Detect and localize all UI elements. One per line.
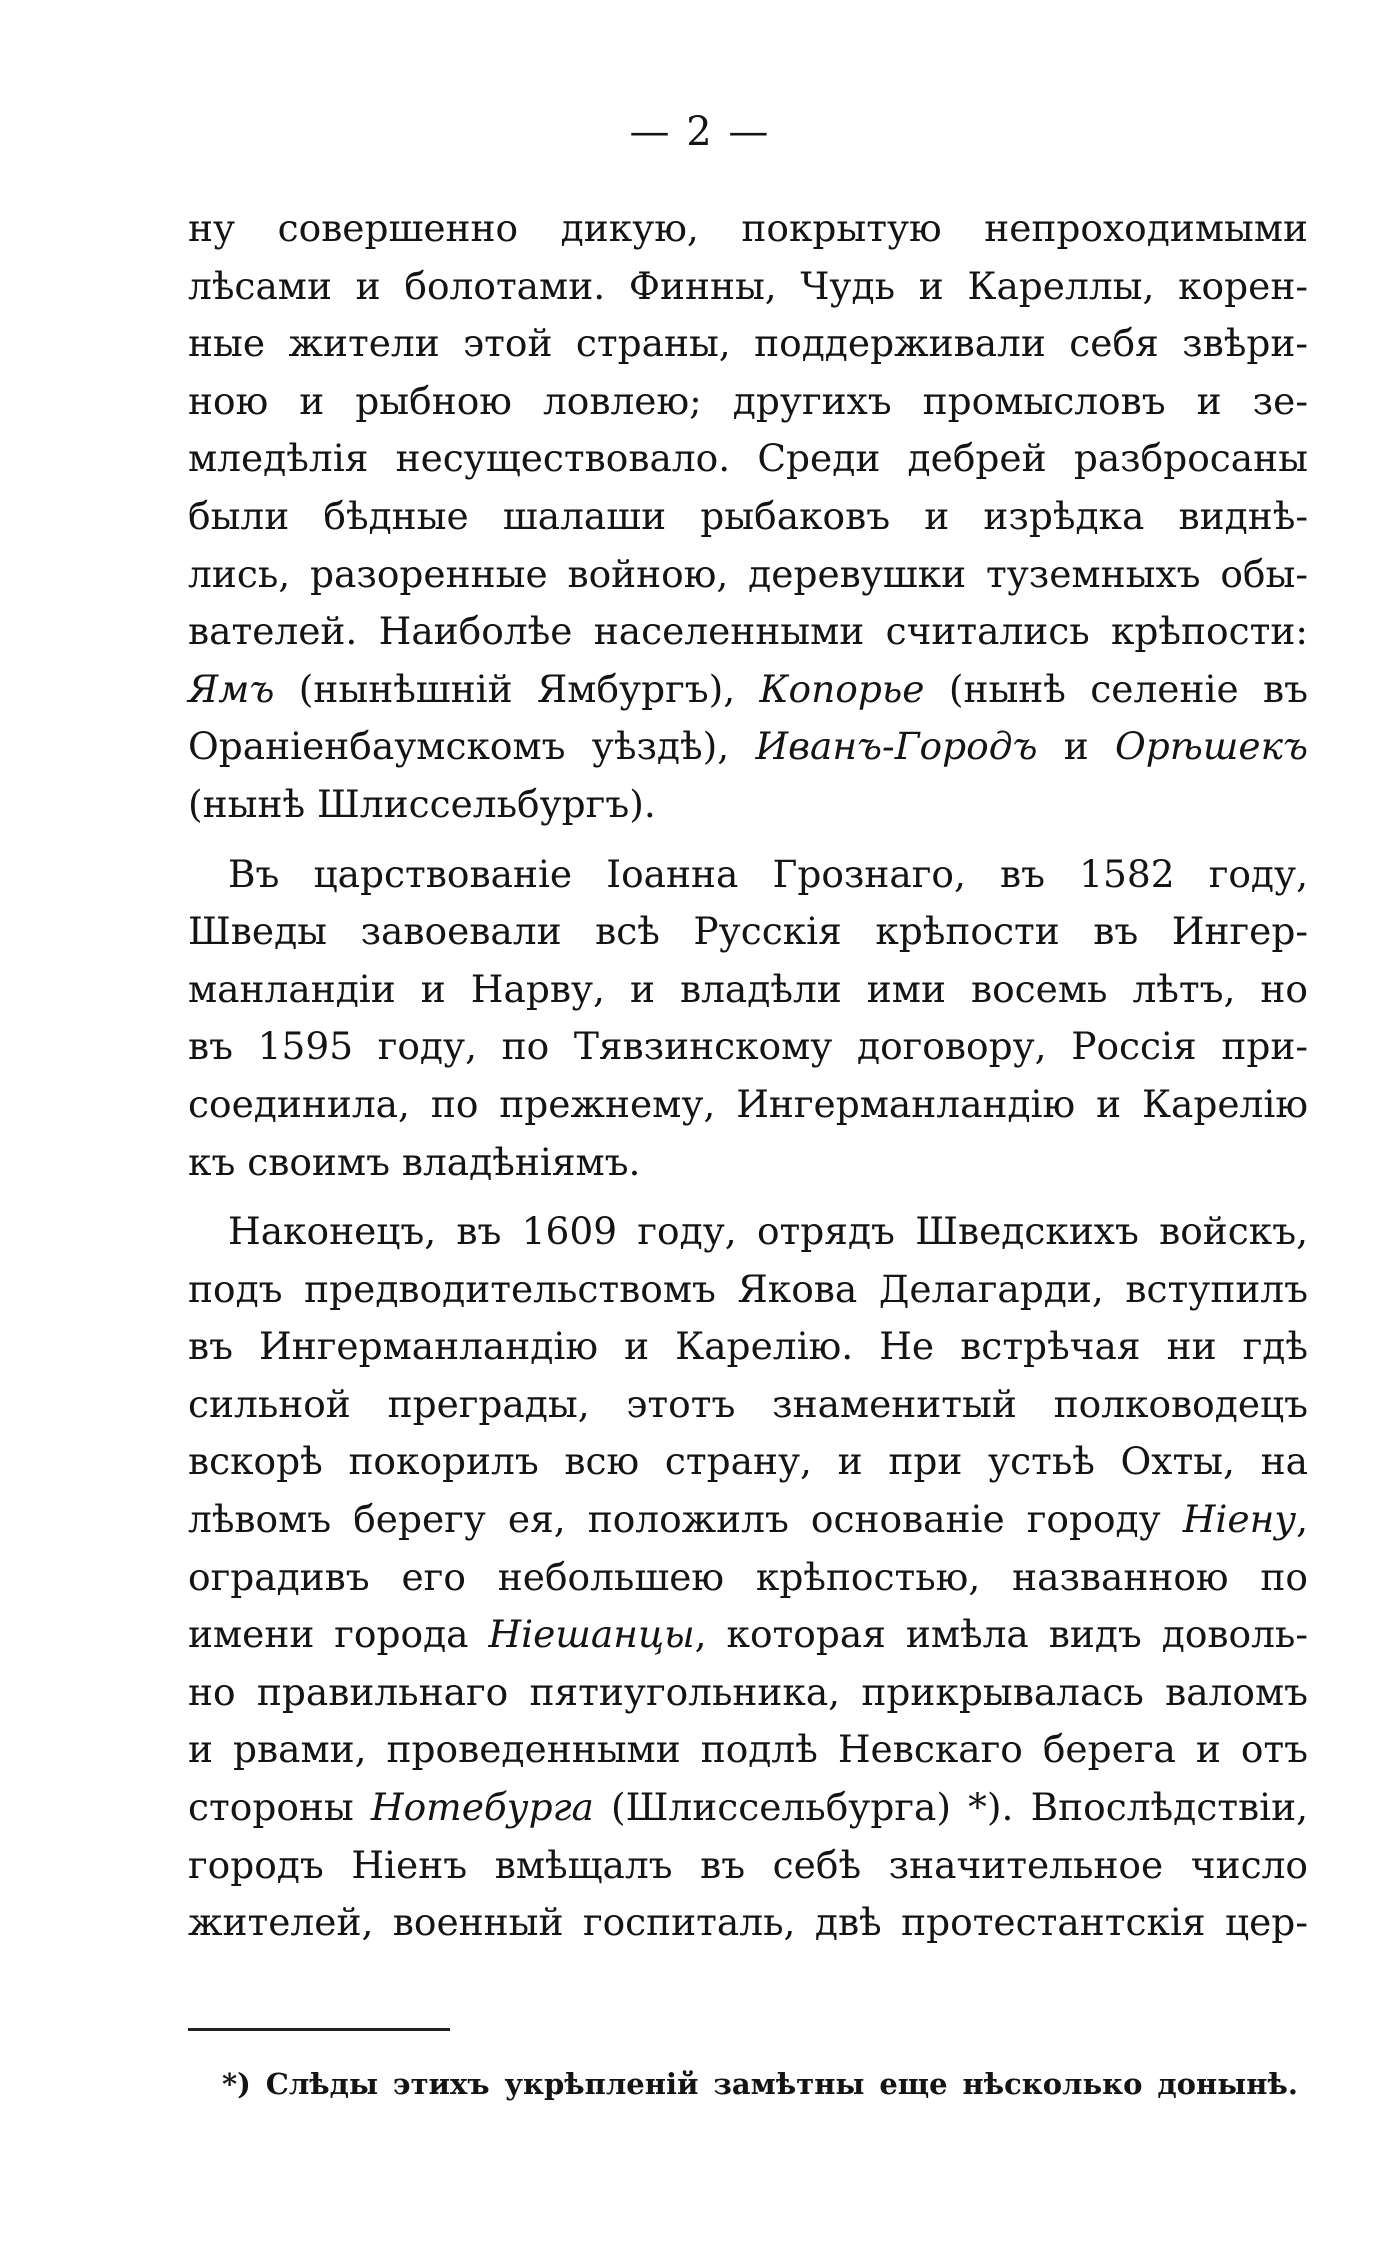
text-line: вателей. Наиболѣе населенными считались крѣпости:: [188, 609, 1308, 654]
text-line: лѣсами и болотами. Финны, Чудь и Кареллы, корен-: [188, 263, 1308, 308]
paragraph-gap: [188, 1191, 1308, 1203]
text-line: но правильнаго пятиугольника, прикрывалась валомъ: [188, 1669, 1308, 1714]
italic-name: Иванъ-Городъ: [755, 724, 1038, 769]
text-line: лись, разоренные войною, деревушки туземныхъ обы-: [188, 551, 1308, 596]
footnote-divider: [188, 2028, 450, 2031]
body-text: [188, 200, 1308, 1952]
text-line: были бѣдные шалаши рыбаковъ и изрѣдка виднѣ-: [188, 493, 1308, 538]
text-line: къ своимъ владѣніямъ.: [188, 1139, 641, 1184]
footnote: *) Слѣды этихъ укрѣпленій замѣтны еще нѣсколько донынѣ.: [222, 2067, 1298, 2101]
text-line: Ямъ (нынѣшній Ямбургъ), Копорье (нынѣ селеніе въ: [188, 666, 1308, 711]
text-line: и рвами, проведенными подлѣ Невскаго берега и отъ: [188, 1727, 1308, 1772]
paragraph-gap: [188, 834, 1308, 846]
text-line: сильной преграды, этотъ знаменитый полководецъ: [188, 1381, 1308, 1426]
italic-name: Ніену: [1182, 1497, 1297, 1542]
text-line: городъ Ніенъ вмѣщалъ въ себѣ значительное число: [188, 1842, 1308, 1887]
text-line: подъ предводительствомъ Якова Делагарди, вступилъ: [188, 1266, 1308, 1311]
text-line: Наконецъ, въ 1609 году, отрядъ Шведскихъ войскъ,: [228, 1209, 1308, 1254]
text-line: въ 1595 году, по Тявзинскому договору, Россія при-: [188, 1024, 1308, 1069]
text-line: Въ царствованіе Іоанна Грознаго, въ 1582 году,: [228, 851, 1308, 896]
text-line: Шведы завоевали всѣ Русскія крѣпости въ Ингер-: [188, 909, 1308, 954]
text-line: вскорѣ покорилъ всю страну, и при устьѣ Охты, на: [188, 1439, 1308, 1484]
text-line: лѣвомъ берегу ея, положилъ основаніе городу Ніену,: [188, 1497, 1308, 1542]
text-line: (нынѣ Шлиссельбургъ).: [188, 781, 656, 826]
text-line: ну совершенно дикую, покрытую непроходимыми: [188, 206, 1308, 250]
text-line: манландіи и Нарву, и владѣли ими восемь лѣтъ, но: [188, 966, 1308, 1011]
text-line: жителей, военный госпиталь, двѣ протестантскія цер-: [188, 1900, 1308, 1945]
page-number: — 2 —: [629, 109, 771, 155]
text-line: мледѣлія несуществовало. Среди дебрей разбросаны: [188, 436, 1308, 481]
text-line: соединила, по прежнему, Ингерманландію и Карелію: [188, 1081, 1308, 1126]
text-line: стороны Нотебурга (Шлиссельбурга) *). Впослѣдствіи,: [188, 1785, 1308, 1830]
italic-name: Нотебурга: [370, 1785, 594, 1830]
italic-name: Ямъ: [188, 666, 275, 711]
text-line: Ораніенбаумскомъ уѣздѣ), Иванъ-Городъ и Орѣшекъ: [188, 724, 1308, 769]
italic-name: Копорье: [759, 666, 925, 711]
text-line: ные жители этой страны, поддерживали себя звѣри-: [188, 321, 1308, 366]
italic-name: Ніешанцы: [488, 1612, 695, 1657]
text-line: ною и рыбною ловлею; другихъ промысловъ и зе-: [188, 378, 1308, 423]
text-line: имени города Ніешанцы, которая имѣла видъ доволь-: [188, 1612, 1308, 1657]
text-line: въ Ингерманландію и Карелію. Не встрѣчая ни гдѣ: [188, 1324, 1308, 1369]
text-line: оградивъ его небольшею крѣпостью, названною по: [188, 1554, 1308, 1599]
italic-name: Орѣшекъ: [1115, 724, 1308, 769]
